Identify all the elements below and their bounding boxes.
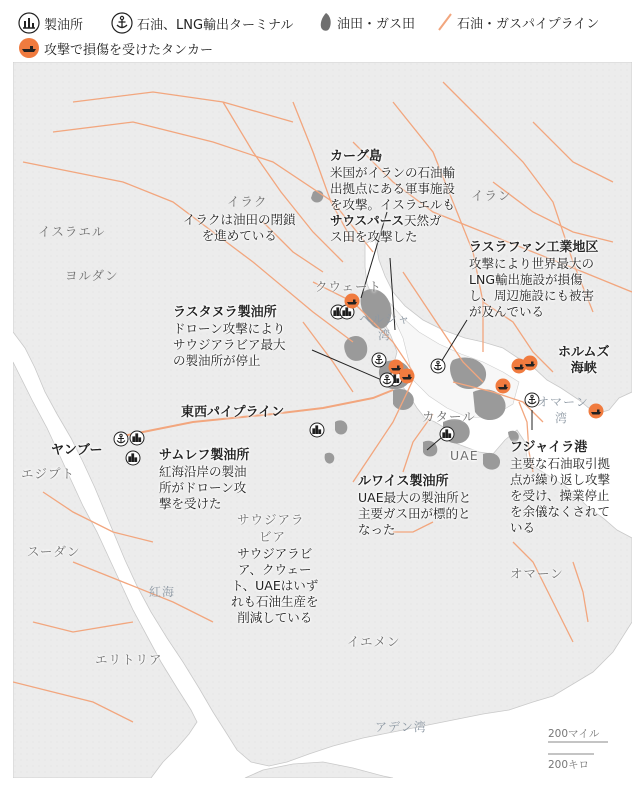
annotation-fujairah [510, 440, 610, 536]
country-label-saudi-2: ビア [259, 529, 287, 544]
tanker-icon [18, 37, 40, 59]
annotation-east-west-title: 東西パイプライン [181, 405, 285, 420]
country-label-oman: オマーン [510, 566, 564, 581]
annotation-saudi-line: ア、クウェー [238, 562, 312, 577]
refinery-icon [18, 12, 40, 34]
legend-pipeline [437, 12, 599, 32]
refinery-icon [310, 423, 324, 437]
map-canvas [13, 62, 632, 778]
anchor-icon [380, 373, 394, 387]
legend-refinery-label: 製油所 [44, 17, 84, 33]
annotation-ras-laffan-line: が及んでいる [469, 304, 545, 319]
annotation-kharg-line: 米国がイランの石油輸 [330, 165, 456, 180]
water-label-aden: アデン湾 [375, 720, 427, 734]
anchor-icon [114, 432, 128, 446]
annotation-samref [159, 448, 249, 512]
annotation-ras-tanura-line: ドローン攻撃により [173, 321, 286, 336]
annotation-iraq-line: イラクは油田の閉鎖 [183, 212, 296, 227]
annotation-south-pars-line: ス田を攻撃した [330, 229, 418, 244]
annotation-ruwais-line: UAE最大の製油所と [358, 490, 472, 505]
annotation-saudi-line: サウジアラビ [237, 546, 313, 561]
annotation-samref-line: 紅海沿岸の製油 [159, 464, 247, 479]
legend-field [319, 12, 415, 32]
country-label-eritrea: エリトリア [95, 652, 163, 667]
annotation-yanbu-title: ヤンブー [51, 443, 103, 458]
annotation-fujairah-line: を受け、操業停止 [510, 488, 610, 503]
country-label-yemen: イエメン [347, 634, 401, 649]
country-label-iraq: イラク [227, 194, 268, 209]
scale-km-label: 200キロ [548, 759, 590, 771]
country-label-qatar: カタール [422, 409, 476, 424]
country-label-kuwait: クウェート [315, 279, 383, 294]
annotation-south-pars-title: サウスパース [330, 213, 405, 228]
anchor-icon [111, 12, 133, 34]
legend-tanker [18, 37, 213, 59]
water-label-gulf-1: ペルシャ [359, 312, 411, 326]
annotation-ras-tanura [173, 305, 286, 369]
annotation-ras-laffan-line: し、周辺施設にも被害 [469, 288, 595, 303]
water-label-red-sea: 紅海 [149, 585, 176, 599]
annotation-ras-laffan [469, 240, 598, 320]
tanker-icon [496, 379, 511, 394]
tanker-icon [400, 369, 415, 384]
annotation-kharg [330, 149, 455, 245]
refinery-icon [440, 427, 454, 441]
country-label-uae: UAE [450, 448, 479, 463]
country-label-egypt: エジプト [21, 466, 76, 481]
legend-field-label: 油田・ガス田 [337, 16, 416, 32]
country-label-israel: イスラエル [38, 224, 106, 239]
annotation-fujairah-line: を余儀なくされて [510, 504, 611, 519]
annotation-fujairah-line: いる [510, 520, 536, 535]
country-label-sudan: スーダン [27, 544, 81, 559]
annotation-hormuz-line: ホルムズ [558, 345, 610, 360]
water-label-oman-gulf-2: 湾 [555, 411, 569, 425]
annotation-saudi-line: 削減している [237, 610, 313, 625]
annotation-kharg-line: 出拠点にある軍事施設 [330, 181, 456, 196]
annotation-iraq-line: を進めている [201, 228, 277, 243]
annotation-south-pars-text: 天然ガ [404, 213, 442, 228]
annotation-kharg-title: カーグ島 [330, 149, 383, 164]
map-area [13, 62, 632, 778]
annotation-yanbu [51, 443, 102, 459]
water-label-gulf-2: 湾 [378, 328, 392, 342]
annotation-saudi-line: ト、UAEはいず [231, 578, 319, 593]
annotation-ras-laffan-line: LNG輸出施設が損傷 [469, 272, 583, 287]
tanker-icon [345, 294, 360, 309]
country-label-jordan: ヨルダン [65, 268, 119, 283]
scale-miles-label: 200マイル [548, 728, 600, 740]
tanker-icon [523, 356, 538, 371]
legend-tanker-label: 攻撃で損傷を受けたタンカー [44, 42, 214, 58]
annotation-kharg-line: を攻撃。イスラエルも [330, 197, 455, 212]
refinery-icon [130, 431, 144, 445]
country-label-saudi-1: サウジアラ [237, 512, 305, 527]
legend-pipeline-label: 石油・ガスパイプライン [457, 16, 600, 32]
annotation-ruwais-line: 主要ガス田が標的と [358, 506, 471, 521]
annotation-ras-tanura-line: の製油所が停止 [173, 353, 261, 368]
refinery-icon [126, 451, 140, 465]
anchor-icon [431, 359, 445, 373]
map-legend [0, 0, 643, 62]
annotation-south-pars [330, 213, 455, 229]
pipeline-icon [437, 12, 453, 32]
annotation-ras-tanura-title: ラスタヌラ製油所 [173, 305, 277, 320]
annotation-ras-tanura-line: サウジアラビア最大 [173, 337, 286, 352]
annotation-ruwais [358, 474, 471, 538]
annotation-fujairah-line: 点が繰り返し攻撃 [510, 472, 611, 487]
annotation-east-west-pipeline [181, 405, 284, 421]
annotation-ruwais-title: ルワイス製油所 [358, 474, 449, 489]
legend-terminal [111, 12, 293, 34]
annotation-fujairah-title: フジャイラ港 [510, 440, 588, 455]
annotation-samref-line: 所がドローン攻 [159, 480, 247, 495]
tanker-icon [589, 404, 604, 419]
annotation-samref-title: サムレフ製油所 [159, 448, 250, 463]
annotation-saudi-line: れも石油生産を [231, 594, 319, 609]
anchor-icon [372, 353, 386, 367]
country-label-iran: イラン [471, 188, 512, 203]
annotation-ras-laffan-line: 攻撃により世界最大の [469, 256, 595, 271]
annotation-ruwais-line: なった [358, 522, 396, 537]
annotation-hormuz-line: 海峡 [570, 361, 597, 376]
annotation-hormuz [558, 345, 609, 377]
oil-field-icon [319, 12, 333, 32]
annotation-fujairah-line: 主要な石油取引拠 [510, 456, 611, 471]
water-label-oman-gulf-1: オマーン [537, 395, 589, 409]
annotation-ras-laffan-title: ラスラファン工業地区 [469, 240, 599, 255]
annotation-samref-line: 撃を受けた [159, 496, 222, 511]
legend-refinery [18, 12, 83, 34]
legend-terminal-label: 石油、LNG輸出ターミナル [137, 17, 294, 33]
annotation-saudi-production [231, 546, 319, 626]
annotation-iraq [183, 212, 296, 244]
